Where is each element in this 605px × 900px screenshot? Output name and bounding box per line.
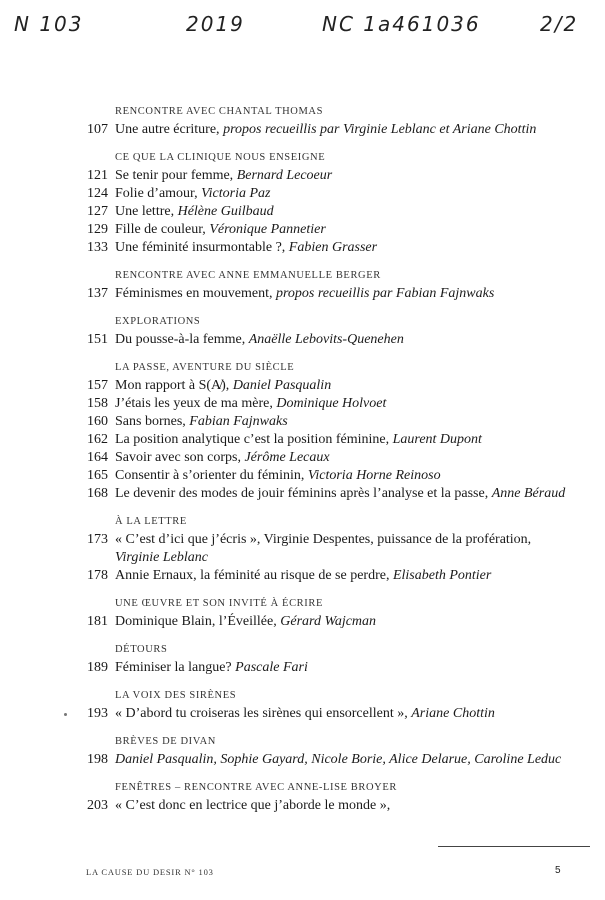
entry-body xyxy=(115,377,331,395)
entry-body xyxy=(115,431,482,449)
entry-body xyxy=(115,121,536,139)
page-number: 158 xyxy=(87,396,108,411)
entry-author: Elisabeth Pontier xyxy=(392,568,492,583)
section-title: FENÊTRES – RENCONTRE AVEC ANNE-LISE BROYER xyxy=(115,782,397,793)
toc-entry xyxy=(70,751,590,769)
page-number: 168 xyxy=(87,486,108,501)
entry-author: Bernard Lecoeur xyxy=(236,168,333,183)
section-title: DÉTOURS xyxy=(115,644,168,655)
page-number: 162 xyxy=(87,432,108,447)
toc-entry xyxy=(70,797,590,815)
entry-body xyxy=(115,567,491,585)
handwritten-issue-number: N 103 xyxy=(14,12,84,36)
toc-entry xyxy=(70,567,590,585)
page-number: 203 xyxy=(87,798,108,813)
toc-section xyxy=(70,514,590,585)
entry-body xyxy=(115,751,561,769)
toc-section xyxy=(70,150,590,257)
toc-section xyxy=(70,596,590,631)
entry-title: Féminismes en mouvement, xyxy=(115,286,276,301)
handwritten-catalog-code: NC 1a461036 xyxy=(322,12,481,36)
toc-section xyxy=(70,314,590,349)
entry-body xyxy=(115,285,494,303)
toc-entry xyxy=(70,185,590,203)
entry-author: Laurent Dupont xyxy=(392,432,482,447)
section-title: RENCONTRE AVEC CHANTAL THOMAS xyxy=(115,106,324,117)
section-title: À LA LETTRE xyxy=(115,516,187,527)
entry-title: Consentir à s’orienter du féminin, xyxy=(115,468,308,483)
entry-author: Daniel Pasqualin xyxy=(232,378,332,393)
handwritten-page-fraction: 2/2 xyxy=(540,12,579,36)
entry-title: Mon rapport à S(A̸), xyxy=(115,378,233,393)
toc-section xyxy=(70,688,590,723)
entry-body xyxy=(115,531,531,567)
page-number: 107 xyxy=(87,122,108,137)
toc-entry xyxy=(70,485,590,503)
page-number: 133 xyxy=(87,240,108,255)
section-title: LA PASSE, AVENTURE DU SIÈCLE xyxy=(115,362,295,373)
footer-journal-title: LA CAUSE DU DESIR N° 103 xyxy=(86,867,214,877)
entry-title: Une lettre, xyxy=(115,204,178,219)
entry-body xyxy=(115,185,271,203)
entry-body xyxy=(115,467,441,485)
toc-entry xyxy=(70,395,590,413)
entry-author: Ariane Chottin xyxy=(411,706,495,721)
section-title: EXPLORATIONS xyxy=(115,316,201,327)
page-number: 160 xyxy=(87,414,108,429)
entry-author: Daniel Pasqualin, Sophie Gayard, Nicole Borie, Alice Delarue, Caroline Leduc xyxy=(115,752,562,767)
toc-entry xyxy=(70,467,590,485)
toc-entry xyxy=(70,285,590,303)
section-title: RENCONTRE AVEC ANNE EMMANUELLE BERGER xyxy=(115,270,381,281)
section-title: CE QUE LA CLINIQUE NOUS ENSEIGNE xyxy=(115,152,326,163)
toc-entry xyxy=(70,239,590,257)
toc-entry xyxy=(70,331,590,349)
section-title: LA VOIX DES SIRÈNES xyxy=(115,690,237,701)
page-number: 178 xyxy=(87,568,108,583)
entry-title: La position analytique c’est la position féminine, xyxy=(115,432,393,447)
section-title: BRÈVES DE DIVAN xyxy=(115,736,216,747)
entry-body xyxy=(115,239,377,257)
toc-section xyxy=(70,780,590,815)
toc-section xyxy=(70,268,590,303)
page-number: 193 xyxy=(87,706,108,721)
entry-body xyxy=(115,659,308,677)
entry-author: Anne Béraud xyxy=(491,486,566,501)
toc-entry xyxy=(70,705,590,723)
entry-title: Féminiser la langue? xyxy=(115,660,236,675)
page-number: 121 xyxy=(87,168,108,183)
entry-author: Jérôme Lecaux xyxy=(244,450,330,465)
entry-title: Le devenir des modes de jouir féminins après l’analyse et la passe, xyxy=(115,486,492,501)
page-number: 129 xyxy=(87,222,108,237)
footer-rule xyxy=(438,846,590,847)
entry-title: J’étais les yeux de ma mère, xyxy=(115,396,277,411)
entry-body xyxy=(115,395,386,413)
entry-title: Dominique Blain, l’Éveillée, xyxy=(115,614,281,629)
entry-body xyxy=(115,221,326,239)
entry-title: Annie Ernaux, la féminité au risque de se perdre, xyxy=(115,568,393,583)
table-of-contents xyxy=(70,104,590,826)
page-number: 164 xyxy=(87,450,108,465)
toc-entry xyxy=(70,121,590,139)
entry-title: Du pousse-à-la femme, xyxy=(115,332,249,347)
page-number: 124 xyxy=(87,186,108,201)
page-number: 137 xyxy=(87,286,108,301)
toc-entry xyxy=(70,431,590,449)
page-number: 157 xyxy=(87,378,108,393)
entry-body xyxy=(115,613,376,631)
entry-title: Une féminité insurmontable ?, xyxy=(115,240,289,255)
entry-author: Dominique Holvoet xyxy=(276,396,387,411)
entry-author: Fabien Grasser xyxy=(288,240,378,255)
entry-body xyxy=(115,203,274,221)
entry-body xyxy=(115,167,332,185)
entry-title: « C’est d’ici que j’écris », Virginie Despentes, puissance de la profération, xyxy=(115,532,532,547)
toc-entry xyxy=(70,449,590,467)
section-title: UNE ŒUVRE ET SON INVITÉ À ÉCRIRE xyxy=(115,598,323,609)
entry-body xyxy=(115,797,390,815)
entry-body xyxy=(115,705,495,723)
handwritten-year: 2019 xyxy=(186,12,245,36)
entry-body xyxy=(115,331,404,349)
toc-entry xyxy=(70,377,590,395)
entry-author: Véronique Pannetier xyxy=(209,222,326,237)
page-number: 198 xyxy=(87,752,108,767)
entry-author: Gérard Wajcman xyxy=(280,614,377,629)
toc-entry xyxy=(70,413,590,431)
entry-title: Folie d’amour, xyxy=(115,186,202,201)
entry-author: Anaëlle Lebovits-Quenehen xyxy=(248,332,404,347)
entry-author: Victoria Paz xyxy=(201,186,271,201)
toc-entry xyxy=(70,613,590,631)
entry-title: « D’abord tu croiseras les sirènes qui ensorcellent », xyxy=(115,706,412,721)
entry-author-continued: Virginie Leblanc xyxy=(115,550,208,565)
toc-section xyxy=(70,104,590,139)
entry-body xyxy=(115,485,565,503)
page-number: 189 xyxy=(87,660,108,675)
entry-author: propos recueillis par Fabian Fajnwaks xyxy=(275,286,495,301)
toc-section xyxy=(70,642,590,677)
page-number: 173 xyxy=(87,532,108,547)
toc-entry xyxy=(70,659,590,677)
toc-entry xyxy=(70,203,590,221)
toc-entry xyxy=(70,221,590,239)
entry-title: Se tenir pour femme, xyxy=(115,168,237,183)
entry-title: Savoir avec son corps, xyxy=(115,450,245,465)
entry-body xyxy=(115,413,288,431)
page-number: 127 xyxy=(87,204,108,219)
page-number: 181 xyxy=(87,614,108,629)
page-number: 165 xyxy=(87,468,108,483)
footer-page-number: 5 xyxy=(555,865,561,876)
toc-entry xyxy=(70,531,590,567)
entry-author: Victoria Horne Reinoso xyxy=(307,468,441,483)
toc-section xyxy=(70,360,590,503)
entry-title: « C’est donc en lectrice que j’aborde le monde », xyxy=(115,798,391,813)
stray-mark xyxy=(64,713,67,716)
entry-title: Une autre écriture, xyxy=(115,122,224,137)
entry-title: Fille de couleur, xyxy=(115,222,210,237)
entry-body xyxy=(115,449,330,467)
entry-author: Fabian Fajnwaks xyxy=(189,414,288,429)
toc-section xyxy=(70,734,590,769)
entry-author: Hélène Guilbaud xyxy=(177,204,274,219)
toc-entry xyxy=(70,167,590,185)
entry-author: Pascale Fari xyxy=(235,660,308,675)
page-number: 151 xyxy=(87,332,108,347)
entry-author: propos recueillis par Virginie Leblanc et Ariane Chottin xyxy=(223,122,537,137)
entry-title: Sans bornes, xyxy=(115,414,190,429)
